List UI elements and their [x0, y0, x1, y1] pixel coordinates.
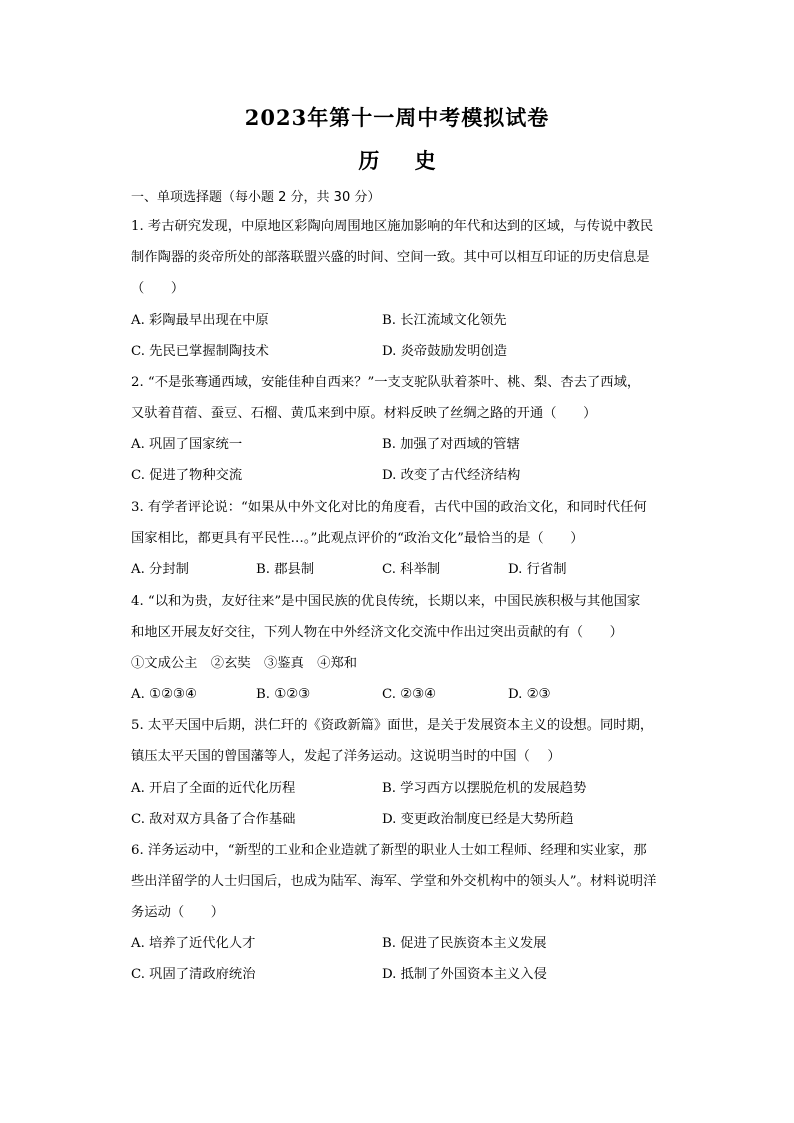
question-1-line-2: 制作陶器的炎帝所处的部落联盟兴盛的时间、空间一致。其中可以相互印证的历史信息是: [131, 250, 650, 265]
question-3-option-a[interactable]: A. 分封制: [131, 562, 189, 577]
question-1-option-b[interactable]: B. 长江流域文化领先: [382, 313, 507, 328]
question-6-option-d[interactable]: D. 抵制了外国资本主义入侵: [382, 967, 547, 982]
question-6-option-c[interactable]: C. 巩固了清政府统治: [131, 967, 256, 982]
question-5-option-a[interactable]: A. 开启了全面的近代化历程: [131, 781, 296, 796]
question-4-line-2: 和地区开展友好交往，下列人物在中外经济文化交流中作出过突出贡献的有（ ）: [131, 625, 623, 640]
question-4-option-b[interactable]: B. ①②③: [256, 687, 310, 702]
question-4-option-c[interactable]: C. ②③④: [382, 687, 436, 702]
question-4-line-3: ①文成公主 ②玄奘 ③鉴真 ④郑和: [131, 656, 358, 671]
question-3-line-2: 国家相比，都更具有平民性…。”此观点评价的“政治文化”最恰当的是（ ）: [131, 531, 584, 546]
question-6-option-b[interactable]: B. 促进了民族资本主义发展: [382, 936, 547, 951]
question-5-line-2: 镇压太平天国的曾国藩等人，发起了洋务运动。这说明当时的中国（ ）: [131, 749, 561, 764]
question-6-line-1: 6. 洋务运动中，“新型的工业和企业造就了新型的职业人士如工程师、经理和实业家，那: [131, 843, 647, 858]
question-5-option-b[interactable]: B. 学习西方以摆脱危机的发展趋势: [382, 781, 587, 796]
question-2-option-d[interactable]: D. 改变了古代经济结构: [382, 468, 521, 483]
question-2-option-b[interactable]: B. 加强了对西域的管辖: [382, 437, 520, 452]
question-6-line-3: 务运动（ ）: [131, 905, 225, 920]
exam-title: 2023年第十一周中考模拟试卷: [244, 105, 550, 130]
question-3-option-d[interactable]: D. 行省制: [508, 562, 567, 577]
question-1-line-3: （ ）: [131, 281, 185, 296]
question-5-option-d[interactable]: D. 变更政治制度已经是大势所趋: [382, 812, 574, 827]
question-2-option-c[interactable]: C. 促进了物种交流: [131, 468, 243, 483]
question-2-line-2: 又驮着苜蓿、蚕豆、石榴、黄瓜来到中原。材料反映了丝绸之路的开通（ ）: [131, 406, 597, 421]
question-2-line-1: 2. “不是张骞通西域，安能佳种自西来？”一支支驼队驮着茶叶、桃、梨、杏去了西域，: [131, 375, 641, 390]
question-3-option-b[interactable]: B. 郡县制: [256, 562, 315, 577]
question-4-line-1: 4. “以和为贵，友好往来”是中国民族的优良传统，长期以来，中国民族积极与其他国家: [131, 594, 641, 609]
question-1-option-d[interactable]: D. 炎帝鼓励发明创造: [382, 344, 508, 359]
question-4-option-a[interactable]: A. ①②③④: [131, 687, 197, 702]
question-4-option-d[interactable]: D. ②③: [508, 687, 551, 702]
question-2-option-a[interactable]: A. 巩固了国家统一: [131, 437, 243, 452]
subject-title: 历 史: [358, 148, 450, 173]
question-1-option-a[interactable]: A. 彩陶最早出现在中原: [131, 313, 269, 328]
question-5-option-c[interactable]: C. 敌对双方具备了合作基础: [131, 812, 296, 827]
question-3-line-1: 3. 有学者评论说：“如果从中外文化对比的角度看，古代中国的政治文化，和同时代任何: [131, 500, 647, 515]
section-heading: 一、单项选择题（每小题 2 分，共 30 分）: [131, 190, 381, 205]
question-6-line-2: 些出洋留学的人士归国后，也成为陆军、海军、学堂和外交机构中的领头人”。材料说明洋: [131, 874, 657, 889]
question-5-line-1: 5. 太平天国中后期，洪仁玕的《资政新篇》面世，是关于发展资本主义的设想。同时期，: [131, 718, 654, 733]
question-6-option-a[interactable]: A. 培养了近代化人才: [131, 936, 256, 951]
question-1-line-1: 1. 考古研究发现，中原地区彩陶向周围地区施加影响的年代和达到的区域，与传说中教民: [131, 219, 654, 234]
question-3-option-c[interactable]: C. 科举制: [382, 562, 441, 577]
question-1-option-c[interactable]: C. 先民已掌握制陶技术: [131, 344, 269, 359]
